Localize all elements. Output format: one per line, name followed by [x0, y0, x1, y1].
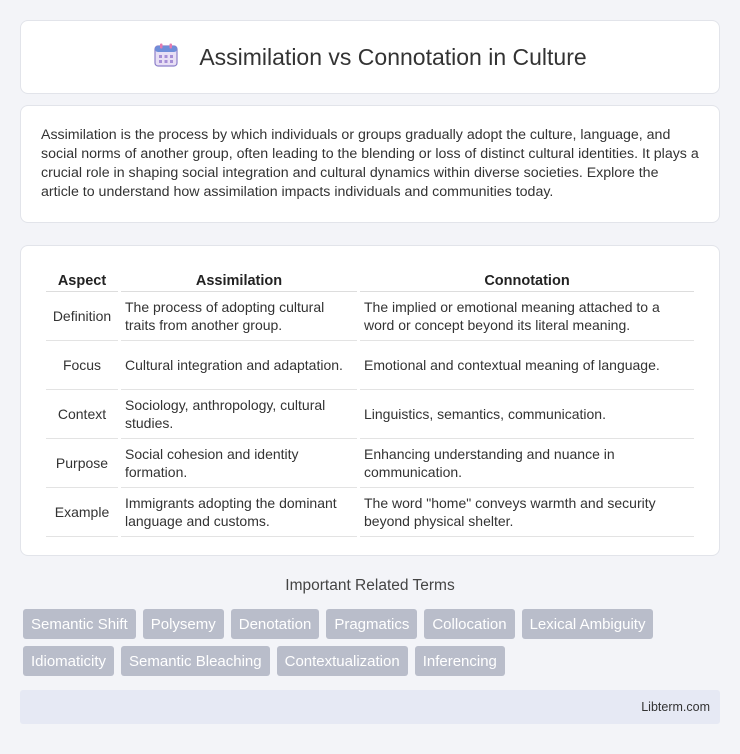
term-tag[interactable]: Pragmatics	[326, 609, 417, 639]
term-tag[interactable]: Idiomaticity	[23, 646, 114, 676]
assimilation-cell: Social cohesion and identity formation.	[121, 439, 357, 488]
header-card	[20, 20, 720, 94]
aspect-cell: Focus	[46, 341, 118, 390]
header-connotation: Connotation	[360, 266, 694, 292]
term-tag[interactable]: Contextualization	[277, 646, 408, 676]
related-terms-list	[23, 609, 723, 676]
assimilation-cell: Sociology, anthropology, cultural studies.	[121, 390, 357, 439]
header-aspect: Aspect	[46, 266, 118, 292]
comparison-table-card	[20, 245, 720, 556]
header-assimilation: Assimilation	[121, 266, 357, 292]
connotation-cell: Linguistics, semantics, communication.	[360, 390, 694, 439]
table-row	[46, 488, 694, 537]
related-terms-title: Important Related Terms	[285, 577, 455, 594]
table-row	[46, 292, 694, 341]
footer-site-link[interactable]: Libterm.com	[641, 700, 710, 714]
table-row	[46, 439, 694, 488]
table-row	[46, 390, 694, 439]
term-tag[interactable]: Lexical Ambiguity	[522, 609, 654, 639]
aspect-cell: Definition	[46, 292, 118, 341]
intro-text: Assimilation is the process by which individuals or groups gradually adopt the culture, language, and social norms of another group, often leading to the blending or loss of distinct cultural identities. It plays a crucial role in shaping social integration and cultural dynamics within diverse societies. Explore the article to understand how assimilation impacts individuals and communities today.	[41, 127, 699, 200]
term-tag[interactable]: Inferencing	[415, 646, 505, 676]
term-tag[interactable]: Semantic Bleaching	[121, 646, 270, 676]
table-row	[46, 341, 694, 390]
assimilation-cell: The process of adopting cultural traits from another group.	[121, 292, 357, 341]
connotation-cell: The word "home" conveys warmth and security beyond physical shelter.	[360, 488, 694, 537]
page-title: Assimilation vs Connotation in Culture	[199, 43, 587, 70]
table-header-row	[46, 266, 694, 292]
connotation-cell: The implied or emotional meaning attached to a word or concept beyond its literal meaning.	[360, 292, 694, 341]
intro-card	[20, 105, 720, 223]
aspect-cell: Context	[46, 390, 118, 439]
assimilation-cell: Immigrants adopting the dominant language and customs.	[121, 488, 357, 537]
term-tag[interactable]: Polysemy	[143, 609, 224, 639]
aspect-cell: Example	[46, 488, 118, 537]
term-tag[interactable]: Semantic Shift	[23, 609, 136, 639]
footer	[20, 690, 720, 724]
connotation-cell: Emotional and contextual meaning of language.	[360, 341, 694, 390]
connotation-cell: Enhancing understanding and nuance in communication.	[360, 439, 694, 488]
term-tag[interactable]: Denotation	[231, 609, 320, 639]
comparison-table	[43, 266, 697, 537]
term-tag[interactable]: Collocation	[424, 609, 514, 639]
assimilation-cell: Cultural integration and adaptation.	[121, 341, 357, 390]
aspect-cell: Purpose	[46, 439, 118, 488]
calendar-icon	[153, 42, 179, 73]
